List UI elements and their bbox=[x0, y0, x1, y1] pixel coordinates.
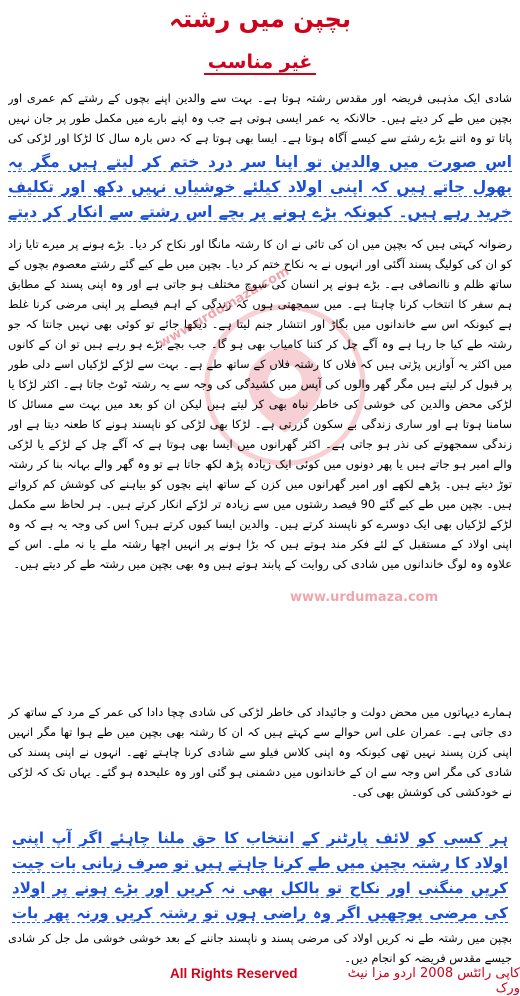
article-title: بچپن میں رشتہ bbox=[169, 5, 351, 33]
watermark-url-2: www.urdumaza.com bbox=[290, 590, 439, 605]
intro-paragraph: شادی ایک مذہبی فریضہ اور مقدس رشتہ ہوتا ہے۔ بہت سے والدین اپنے بچوں کے رشتے کم عمری اور بچپن میں طے کر دیتے ہیں۔ حالانکہ یہ عمر ایسی ہوتی ہے جب وہ اپنے بارے میں مکمل طور پر جان نہیں پاتا تو وہ اتنے بڑے رشتے سے کیسے آگاہ ہوتا ہے۔ ایسا بھی ہوتا ہے کہ دس بارہ سال کا لڑکا اور لڑکی کی bbox=[8, 91, 512, 145]
highlight-quote-2 bbox=[12, 826, 508, 926]
article-subtitle bbox=[0, 50, 520, 74]
footer bbox=[0, 966, 520, 996]
footer-rights-text: All Rights Reserved bbox=[170, 966, 298, 981]
highlight-quote-1-text: اس صورت میں والدین تو اپنا سر درد ختم کر لیتے ہیں مگر یہ بھول جاتے ہیں کہ اپنی اولاد کیلئے خوشیاں نہیں دکھ اور تکلیف خرید رہے ہیں۔ کیونکہ بڑے ہونے پر بچے اس رشتے سے انکار کر دیتے bbox=[8, 153, 512, 226]
watermark-url-1: www.urdumaza.com bbox=[156, 263, 292, 352]
footer-copyright-text: کاپی رائٹس 2008 اردو مزا نیٹ ورک bbox=[347, 966, 520, 996]
highlight-quote-1 bbox=[8, 150, 512, 226]
highlight-quote-2-text: ہر کسی کو لائف پارٹنر کے انتخاب کا حق ملنا چاہئے اگر آپ اپنی اولاد کا رشتہ بچپن میں طے کرنا چاہتے ہیں تو صرف زبانی بات چیت کریں منگنی اور نکاح تو بالکل بھی نہ کریں اور بڑے ہونے پر اولاد کی مرضی پوچھیں اگر وہ راضی ہوں تو رشتہ کریں ورنہ پھر بات bbox=[12, 829, 508, 926]
body-paragraph-2: ہمارے دیہاتوں میں محض دولت و جائیداد کی خاطر لڑکی کی شادی چچا دادا کی عمر کے مرد کے ساتھ کر دی جاتی ہے۔ عمران علی اس حوالے سے کہتے ہیں کہ ان کا رشتہ بھی بچپن میں طے ہوا تھا مگر انہیں اپنی کزن پسند نہیں تھی کیونکہ وہ اپنی کلاس فیلو سے شادی کرنا چاہتے تھے۔ انہوں نے اپنی پسند کی شادی کی مگر اس وجہ سے ان کے خاندانوں میں دشمنی ہو گئی اور وہ علیحدہ ہو گئے۔ یہاں تک کہ لڑکی نے خودکشی کی کوشش بھی کی۔ bbox=[8, 705, 512, 799]
subtitle-text: غیر مناسب bbox=[204, 51, 317, 75]
closing-paragraph: بچپن میں رشتہ طے نہ کریں اولاد کی مرضی پسند و ناپسند جاننے کے بعد خوشی خوشی مل جل کر شادی جیسے مقدس فریضہ کو انجام دیں۔ bbox=[8, 931, 512, 965]
body-paragraph-1: رضوانہ کہتی ہیں کہ بچپن میں ان کی تائی نے ان کا رشتہ مانگا اور نکاح کر دیا۔ بڑے ہونے پر میرے تایا زاد کو ان کی کولیگ پسند آگئی اور انہوں نے یہ نکاح ختم کر دیا۔ بچپن میں طے کیے گئے رشتے معصوم بچوں کے ساتھ ظلم و ناانصافی ہے۔ بڑے ہونے پر انسان کی سوچ مختلف ہو جاتی ہے اور وہ اپنی پسند کے مطابق ہم سفر کا انتخاب کرنا چاہتا ہے۔ میں سمجھتی ہوں کہ زندگی کے اہم فیصلے پر اپنی مرضی کرنا غلط ہے کیونکہ اس سے خاندانوں میں بگاڑ اور انتشار جنم لیتا ہے۔ دیکھا جائے تو کوئی بھی نہیں جانتا کہ جو رشتہ طے کیا جا رہا ہے وہ آگے چل کر کتنا کامیاب بھی ہو گا۔ جب بچے بڑے ہو رہے ہیں تو ان کے کانوں میں اکثر یہ آوازیں پڑتی ہیں کہ فلاں کا رشتہ فلاں کے ساتھ طے ہے۔ بہت سے لڑکے لڑکیاں اسے دلی طور پر قبول کر لیتے ہیں مگر گھر والوں کی آپس میں کشیدگی کی وجہ سے یہ رشتہ ٹوٹ جاتا ہے۔ اکثر لڑکا یا لڑکی محض والدین کی خوشی کی خاطر نباہ بھی کر لیتے ہیں لیکن ان کو بعد میں بہت سے مسائل کا سامنا ہوتا ہے اور ساری زندگی بے سکون گزرتی ہے۔ لڑکا بھی لڑکی کو ناپسند ہونے کا طعنہ دیتا ہے اور زندگی سمجھوتے کی نذر ہو جاتی ہے۔ اکثر گھرانوں میں ایسا بھی ہوتا ہے کہ آگے چل کے لڑکے یا لڑکی والے امیر ہو جاتے ہیں یا پھر دونوں میں کوئی ایک زیادہ پڑھ لکھ جاتا ہے تو وہ گھر والے بہانہ بنا کر رشتہ توڑ دیتے ہیں۔ پڑھے لکھے اور امیر گھرانوں میں کزن کے ساتھ اپنے بچوں کو بیاہنے کی کوشش کم کرواتے ہیں۔ بچپن میں طے کیے گئے 90 فیصد رشتوں میں سے زیادہ تر لڑکے انکار کرتے ہیں۔ ہر لحاظ سے مکمل لڑکے لڑکیاں بھی ایک دوسرے کو ناپسند کرتے ہیں۔ والدین ایسا کیوں کرتے ہیں؟ اس کی وجہ یہ ہے کہ وہ اپنی اولاد کے مستقبل کے لئے فکر مند ہوتے ہیں کہ بڑا ہونے پر انہیں اچھا رشتہ ملے یا نہ ملے۔ اس کے علاوہ وہ لوگ خاندانوں میں شادی کی روایت کے پابند ہوتے ہیں وہ بھی بچپن میں رشتہ طے کر دیتے ہیں۔ bbox=[8, 237, 512, 571]
